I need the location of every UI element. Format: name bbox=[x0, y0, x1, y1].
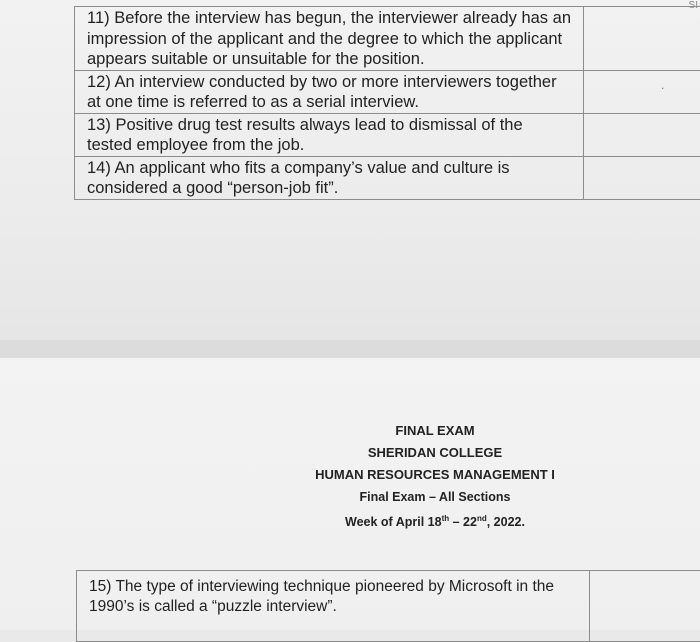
question-row-13 bbox=[75, 113, 700, 156]
question-row-11 bbox=[75, 7, 700, 71]
question-text: An interview conducted by two or more interviewers together at one time is referred to as a serial interview. bbox=[87, 73, 557, 112]
question-cell bbox=[75, 70, 584, 113]
cropped-edge-text: SI bbox=[689, 0, 698, 11]
answer-cell[interactable] bbox=[590, 571, 700, 642]
question-cell bbox=[75, 7, 584, 71]
question-cell bbox=[77, 571, 590, 642]
answer-cell[interactable] bbox=[584, 7, 700, 71]
question-number: 13) bbox=[87, 116, 111, 134]
question-number: 14) bbox=[87, 159, 111, 177]
header-sections: Final Exam – All Sections bbox=[0, 486, 700, 508]
question-text: Positive drug test results always lead to dismissal of the tested employee from the job. bbox=[87, 116, 523, 155]
header-date: Week of April 18th – 22nd, 2022. bbox=[0, 508, 700, 533]
question-text: An applicant who fits a company’s value and culture is considered a good “person-job fit”. bbox=[87, 159, 510, 198]
header-college: SHERIDAN COLLEGE bbox=[0, 442, 700, 464]
question-row-15 bbox=[77, 571, 700, 642]
question-cell bbox=[75, 156, 584, 199]
page-divider bbox=[0, 340, 700, 358]
question-number: 11) bbox=[87, 9, 110, 27]
header-title: FINAL EXAM bbox=[0, 420, 700, 442]
question-cell bbox=[75, 113, 584, 156]
speck-mark: . bbox=[661, 75, 664, 96]
question-row-12 bbox=[75, 70, 700, 113]
true-false-table bbox=[74, 6, 700, 200]
true-false-table-continued bbox=[76, 570, 700, 642]
answer-cell[interactable] bbox=[584, 156, 700, 199]
exam-header bbox=[0, 420, 700, 533]
question-row-14 bbox=[75, 156, 700, 199]
answer-cell[interactable] bbox=[584, 70, 700, 113]
question-text: Before the interview has begun, the interviewer already has an impression of the applicant and the degree to which the applicant appears suitable or unsuitable for the position. bbox=[87, 9, 571, 68]
question-text: The type of interviewing technique pioneered by Microsoft in the 1990’s is called a “puzzle interview”. bbox=[89, 578, 554, 615]
header-course: HUMAN RESOURCES MANAGEMENT I bbox=[0, 464, 700, 486]
answer-cell[interactable] bbox=[584, 113, 700, 156]
question-number: 15) bbox=[89, 578, 111, 595]
question-number: 12) bbox=[87, 73, 111, 91]
